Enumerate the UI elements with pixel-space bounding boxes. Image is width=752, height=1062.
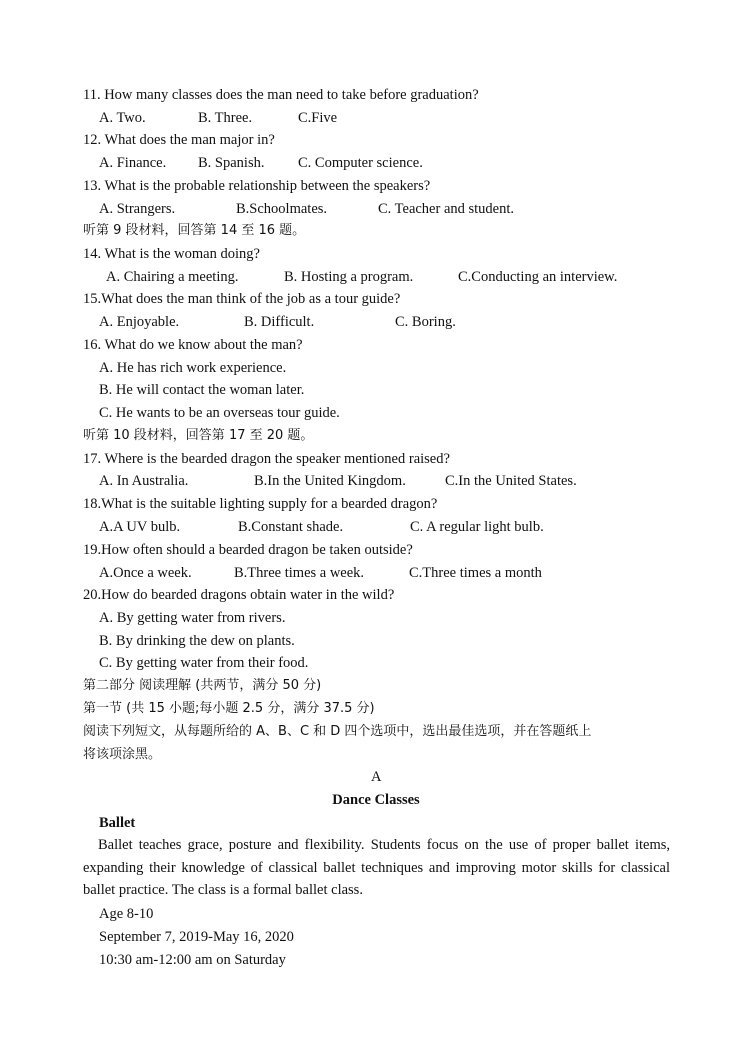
question-17-option-a: A. In Australia. xyxy=(99,473,189,489)
question-11-stem: 11. How many classes does the man need to take before graduation? xyxy=(83,87,479,103)
question-20-stem: 20.How do bearded dragons obtain water in the wild? xyxy=(83,587,395,603)
part-2-title: 第二部分 阅读理解 (共两节，满分 50 分) xyxy=(83,678,322,693)
question-17-option-b: B.In the United Kingdom. xyxy=(254,473,406,489)
ballet-time: 10:30 am-12:00 am on Saturday xyxy=(99,952,286,968)
question-13-option-c: C. Teacher and student. xyxy=(378,201,515,217)
passage-title: Dance Classes xyxy=(332,792,420,808)
question-13-option-b: B.Schoolmates. xyxy=(236,201,328,217)
question-17-stem: 17. Where is the bearded dragon the speaker mentioned raised? xyxy=(83,451,450,467)
question-15-option-b: B. Difficult. xyxy=(244,314,315,330)
question-18-option-c: C. A regular light bulb. xyxy=(410,519,544,535)
part-2-instruction-line-1: 阅读下列短文，从每题所给的 A、B、C 和 D 四个选项中，选出最佳选项，并在答题纸上 xyxy=(83,724,592,739)
question-19-option-c: C.Three times a month xyxy=(409,565,542,581)
question-19-option-b: B.Three times a week. xyxy=(234,565,365,581)
question-14-option-c: C.Conducting an interview. xyxy=(458,269,618,285)
question-15-stem: 15.What does the man think of the job as a tour guide? xyxy=(83,291,401,307)
question-18-option-a: A.A UV bulb. xyxy=(99,519,181,535)
ballet-age: Age 8-10 xyxy=(99,906,154,922)
question-11-option-b: B. Three. xyxy=(198,110,253,126)
question-20-option-b: B. By drinking the dew on plants. xyxy=(99,633,295,649)
question-13-stem: 13. What is the probable relationship between the speakers? xyxy=(83,178,431,194)
question-12-option-b: B. Spanish. xyxy=(198,155,265,171)
part-2-instruction-line-2: 将该项涂黑。 xyxy=(83,747,162,762)
question-13-option-a: A. Strangers. xyxy=(99,201,176,217)
section-10-instruction: 听第 10 段材料，回答第 17 至 20 题。 xyxy=(83,428,314,443)
question-14-option-b: B. Hosting a program. xyxy=(284,269,414,285)
question-15-option-a: A. Enjoyable. xyxy=(99,314,180,330)
question-18-stem: 18.What is the suitable lighting supply for a bearded dragon? xyxy=(83,496,438,512)
question-12-option-c: C. Computer science. xyxy=(298,155,423,171)
question-16-option-c: C. He wants to be an overseas tour guide. xyxy=(99,405,340,421)
question-19-option-a: A.Once a week. xyxy=(99,565,192,581)
question-17-option-c: C.In the United States. xyxy=(445,473,577,489)
question-15-option-c: C. Boring. xyxy=(395,314,456,330)
ballet-description: Ballet teaches grace, posture and flexibility. Students focus on the use of proper ballet items, expanding their knowledge of classical ballet techniques and improving motor skills for classical ballet practice. The class is a formal ballet class. xyxy=(83,837,670,899)
question-12-stem: 12. What does the man major in? xyxy=(83,132,275,148)
question-16-option-b: B. He will contact the woman later. xyxy=(99,382,305,398)
question-16-option-a: A. He has rich work experience. xyxy=(99,360,287,376)
question-19-stem: 19.How often should a bearded dragon be taken outside? xyxy=(83,542,413,558)
part-2-section-1-title: 第一节 (共 15 小题;每小题 2.5 分，满分 37.5 分) xyxy=(83,701,375,716)
question-11-option-c: C.Five xyxy=(298,110,338,126)
passage-letter: A xyxy=(371,769,382,785)
question-14-stem: 14. What is the woman doing? xyxy=(83,246,260,262)
question-16-stem: 16. What do we know about the man? xyxy=(83,337,303,353)
question-18-option-b: B.Constant shade. xyxy=(238,519,344,535)
question-11-option-a: A. Two. xyxy=(99,110,146,126)
ballet-dates: September 7, 2019-May 16, 2020 xyxy=(99,929,294,945)
ballet-heading: Ballet xyxy=(99,815,136,831)
section-9-instruction: 听第 9 段材料，回答第 14 至 16 题。 xyxy=(83,223,306,238)
question-12-option-a: A. Finance. xyxy=(99,155,167,171)
question-14-option-a: A. Chairing a meeting. xyxy=(106,269,239,285)
question-20-option-c: C. By getting water from their food. xyxy=(99,655,309,671)
question-20-option-a: A. By getting water from rivers. xyxy=(99,610,286,626)
